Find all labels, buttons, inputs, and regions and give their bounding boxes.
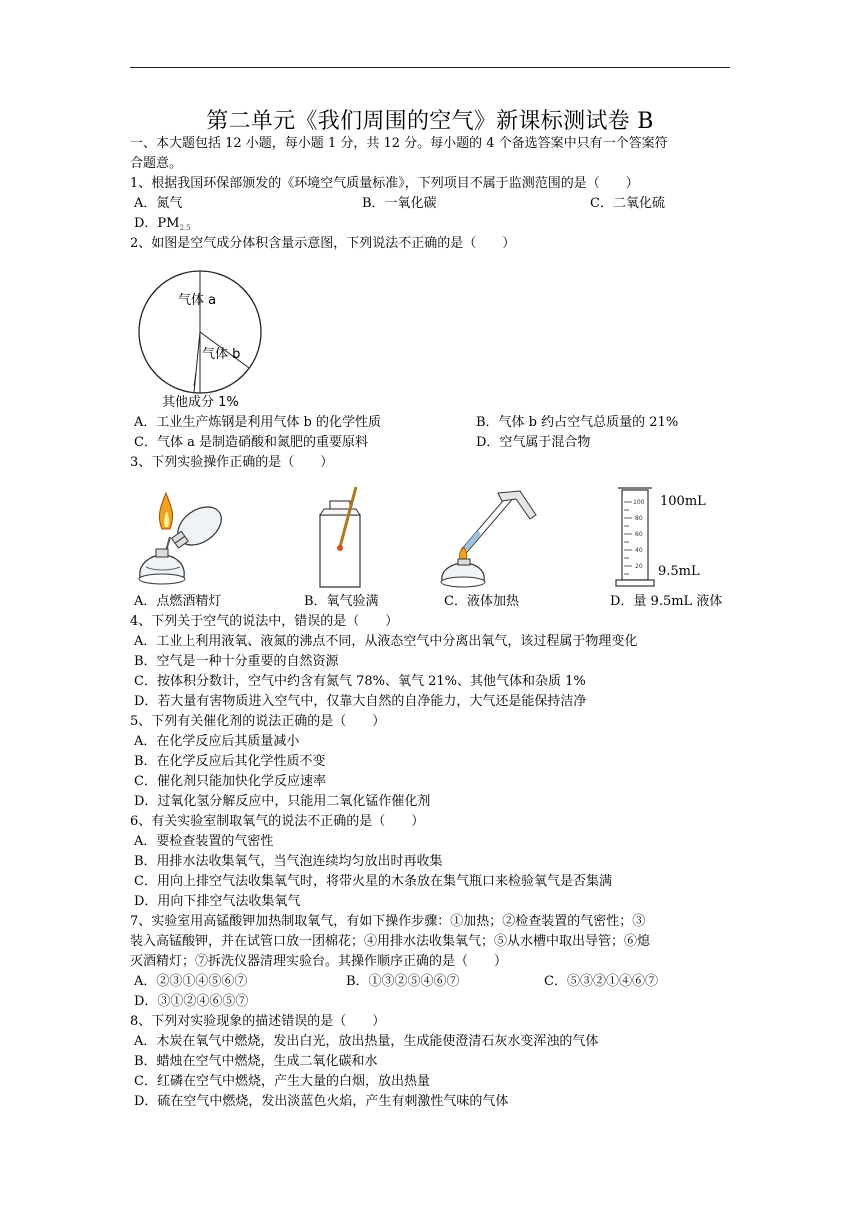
q1-option-a: A．氮气: [134, 196, 183, 211]
q1-option-d-subscript: 2.5: [179, 224, 191, 232]
q5-option-c: C．催化剂只能加快化学反应速率: [134, 774, 326, 789]
q5-stem: 5、下列有关催化剂的说法正确的是（ ）: [130, 714, 386, 729]
q1-option-b: B．一氧化碳: [362, 196, 437, 211]
q7-stem-line-2: 装入高锰酸钾，并在试管口放一团棉花；④用排水法收集氧气；⑤从水槽中取出导管；⑥熄: [130, 934, 651, 949]
page-title: 第二单元《我们周围的空气》新课标测试卷 B: [206, 109, 654, 134]
q6-option-d: D．用向下排空气法收集氧气: [134, 894, 301, 909]
q5-option-a: A．在化学反应后其质量减小: [134, 734, 300, 749]
cylinder-tick-20: 20: [635, 563, 643, 570]
q2-stem: 2、如图是空气成分体积含量示意图，下列说法不正确的是（ ）: [130, 236, 516, 251]
cylinder-tick-60: 60: [635, 531, 643, 538]
figure-lighting-alcohol-lamp: [132, 485, 232, 591]
header-rule: [130, 67, 730, 68]
pie-label-other: 其他成分 1%: [162, 395, 239, 410]
q5-option-b: B．在化学反应后其化学性质不变: [134, 754, 326, 769]
q4-stem: 4、下列关于空气的说法中，错误的是（ ）: [130, 614, 399, 629]
q6-option-a: A．要检查装置的气密性: [134, 834, 274, 849]
figure-oxygen-test: [312, 485, 374, 591]
cylinder-capacity-label: 100mL: [660, 494, 706, 509]
cylinder-tick-40: 40: [635, 547, 643, 554]
intro-line-1: 一、本大题包括 12 小题，每小题 1 分，共 12 分。每小题的 4 个备选答案中只有一个答案符: [130, 136, 668, 151]
cylinder-tick-100: 100: [633, 499, 645, 506]
q7-option-a: A．②③①④⑤⑥⑦: [134, 974, 248, 989]
q8-option-b: B．蜡烛在空气中燃烧，生成二氧化碳和水: [134, 1054, 378, 1069]
intro-line-2: 合题意。: [130, 156, 183, 171]
q8-stem: 8、下列对实验现象的描述错误的是（ ）: [130, 1014, 386, 1029]
q7-option-b: B．①③②⑤④⑥⑦: [346, 974, 460, 989]
q7-option-c: C．⑤③②①④⑥⑦: [544, 974, 658, 989]
q8-option-a: A．木炭在氧气中燃烧，发出白光，放出热量，生成能使澄清石灰水变浑浊的气体: [134, 1034, 599, 1049]
cylinder-base: [616, 580, 654, 586]
air-composition-pie: [134, 268, 274, 414]
q3-option-b: B．氧气验满: [304, 594, 379, 609]
q8-option-c: C．红磷在空气中燃烧，产生大量的白烟，放出热量: [134, 1074, 430, 1089]
q1-option-c: C．二氧化硫: [590, 196, 665, 211]
q2-option-c: C．气体 a 是制造硝酸和氮肥的重要原料: [134, 435, 368, 450]
figure-heating-liquid: [440, 485, 540, 591]
q8-option-d: D．硫在空气中燃烧，发出淡蓝色火焰，产生有刺激性气味的气体: [134, 1094, 509, 1109]
tilted-lamp: [166, 499, 229, 556]
q7-stem-line-3: 灭酒精灯；⑦拆洗仪器清理实验台。其操作顺序正确的是（ ）: [130, 954, 508, 969]
q6-option-b: B．用排水法收集氧气，当气泡连续均匀放出时再收集: [134, 854, 443, 869]
q6-option-c: C．用向上排空气法收集氧气时，将带火星的木条放在集气瓶口来检验氧气是否集满: [134, 874, 612, 889]
cylinder-volume-label: 9.5mL: [658, 564, 700, 579]
q2-option-a: A．工业生产炼钢是利用气体 b 的化学性质: [134, 415, 381, 430]
q3-option-d: D．量 9.5mL 液体: [610, 594, 723, 609]
q3-option-c: C．液体加热: [444, 594, 519, 609]
q5-option-d: D．过氧化氢分解反应中，只能用二氧化锰作催化剂: [134, 794, 431, 809]
splint-tip: [337, 545, 343, 551]
q6-stem: 6、有关实验室制取氧气的说法不正确的是（ ）: [130, 814, 425, 829]
cylinder-tick-80: 80: [635, 515, 643, 522]
q1-option-d-main: D．PM: [134, 216, 180, 231]
q4-option-c: C．按体积分数计，空气中约含有氮气 78%、氧气 21%、其他气体和杂质 1%: [134, 674, 586, 689]
q4-option-a: A．工业上利用液氧、液氮的沸点不同，从液态空气中分离出氧气，该过程属于物理变化: [134, 634, 638, 649]
q3-stem: 3、下列实验操作正确的是（ ）: [130, 455, 334, 470]
q7-stem-line-1: 7、实验室用高锰酸钾加热制取氧气，有如下操作步骤：①加热；②检查装置的气密性；③: [130, 914, 646, 929]
pie-label-gas-a: 气体 a: [178, 293, 217, 308]
figure-graduated-cylinder: [612, 480, 732, 592]
q7-option-d: D．③①②④⑥⑤⑦: [134, 994, 249, 1009]
q3-option-a: A．点燃酒精灯: [134, 594, 222, 609]
q2-option-d: D．空气属于混合物: [476, 435, 591, 450]
q2-option-b: B．气体 b 约占空气总质量的 21%: [476, 415, 679, 430]
q4-option-b: B．空气是一种十分重要的自然资源: [134, 654, 339, 669]
pie-label-gas-b: 气体 b: [202, 347, 241, 362]
q1-stem: 1、根据我国环保部颁发的《环境空气质量标准》，下列项目不属于监测范围的是（ ）: [130, 176, 639, 191]
q4-option-d: D．若大量有害物质进入空气中，仅靠大自然的自净能力，大气还是能保持洁净: [134, 694, 587, 709]
bottle-mouth: [330, 501, 350, 509]
